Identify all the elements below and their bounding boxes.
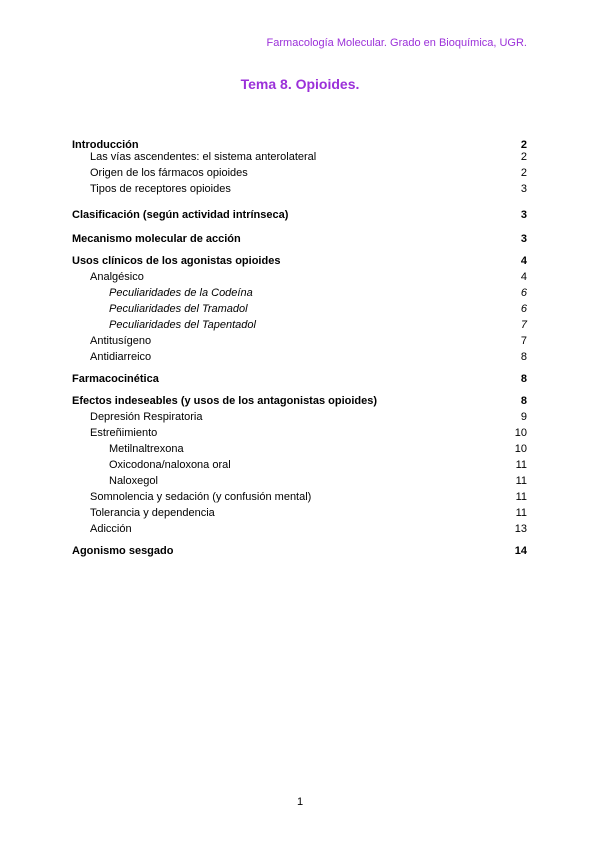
toc-entry[interactable]	[72, 254, 527, 269]
toc-entry[interactable]	[72, 150, 527, 165]
toc-entry-label: Somnolencia y sedación (y confusión mental)	[90, 491, 312, 503]
toc-entry-label: Estreñimiento	[90, 427, 158, 439]
document-title: Tema 8. Opioides.	[240, 76, 360, 92]
toc-entry-page: 11	[515, 459, 527, 471]
toc-entry-page: 10	[514, 427, 527, 439]
toc-entry-page: 6	[520, 287, 527, 299]
toc-entry-label: Peculiaridades del Tapentadol	[109, 319, 256, 331]
toc-entry-page: 3	[520, 183, 527, 195]
toc-entry-label: Naloxegol	[109, 475, 158, 487]
toc-entry[interactable]	[72, 506, 527, 521]
toc-entry-page: 3	[520, 209, 527, 221]
toc-entry-label: Tipos de receptores opioides	[90, 183, 231, 195]
toc-entry[interactable]	[72, 208, 527, 223]
toc-entry-label: Peculiaridades del Tramadol	[109, 303, 248, 315]
toc-entry-label: Agonismo sesgado	[72, 545, 174, 557]
toc-entry-page: 13	[514, 523, 527, 535]
toc-entry-label: Tolerancia y dependencia	[90, 507, 215, 519]
toc-entry[interactable]	[72, 474, 527, 489]
toc-entry[interactable]	[72, 350, 527, 365]
toc-entry-page: 2	[520, 167, 527, 179]
toc-entry-page: 4	[520, 255, 527, 267]
toc-entry[interactable]	[72, 372, 527, 387]
toc-entry-page: 11	[515, 475, 527, 487]
toc-entry-page: 7	[520, 335, 527, 347]
toc-entry[interactable]	[72, 394, 527, 409]
toc-entry[interactable]	[72, 334, 527, 349]
toc-entry[interactable]	[72, 458, 527, 473]
toc-entry-label: Peculiaridades de la Codeína	[109, 287, 253, 299]
toc-entry-page: 8	[520, 351, 527, 363]
toc-entry-page: 4	[520, 271, 527, 283]
toc-entry-label: Clasificación (según actividad intrínseca)	[72, 209, 289, 221]
toc-entry-label: Mecanismo molecular de acción	[72, 233, 241, 245]
toc-entry[interactable]	[72, 182, 527, 197]
toc-entry[interactable]	[72, 410, 527, 425]
toc-entry-page: 3	[520, 233, 527, 245]
toc-entry-page: 2	[520, 139, 527, 151]
toc-entry[interactable]	[72, 270, 527, 285]
toc-entry[interactable]	[72, 442, 527, 457]
toc-entry-label: Farmacocinética	[72, 373, 159, 385]
toc-entry-label: Origen de los fármacos opioides	[90, 167, 248, 179]
toc-entry[interactable]	[72, 426, 527, 441]
toc-entry[interactable]	[72, 490, 527, 505]
toc-entry-page: 10	[514, 443, 527, 455]
toc-entry-label: Adicción	[90, 523, 132, 535]
toc-entry-page: 2	[520, 151, 527, 163]
toc-entry-page: 8	[520, 395, 527, 407]
toc-entry-label: Depresión Respiratoria	[90, 411, 203, 423]
toc-entry[interactable]	[72, 232, 527, 247]
toc-entry-label: Metilnaltrexona	[109, 443, 184, 455]
toc-entry[interactable]	[72, 286, 527, 301]
toc-entry[interactable]	[72, 302, 527, 317]
toc-entry-label: Efectos indeseables (y usos de los antagonistas opioides)	[72, 395, 378, 407]
toc-entry-label: Oxicodona/naloxona oral	[109, 459, 231, 471]
toc-entry-label: Las vías ascendentes: el sistema anterolateral	[90, 151, 317, 163]
toc-entry[interactable]	[72, 166, 527, 181]
toc-entry-page: 7	[520, 319, 527, 331]
toc-entry-label: Introducción	[72, 139, 139, 151]
toc-entry-page: 14	[514, 545, 527, 557]
toc-entry[interactable]	[72, 544, 527, 559]
toc-entry[interactable]	[72, 522, 527, 537]
toc-entry-page: 6	[520, 303, 527, 315]
toc-entry[interactable]	[72, 318, 527, 333]
toc-entry-label: Usos clínicos de los agonistas opioides	[72, 255, 281, 267]
toc-entry-page: 9	[520, 411, 527, 423]
page-number: 1	[296, 796, 304, 808]
toc-entry-label: Analgésico	[90, 271, 144, 283]
toc-entry-page: 11	[515, 491, 527, 503]
toc-entry-label: Antitusígeno	[90, 335, 152, 347]
toc-entry-page: 8	[520, 373, 527, 385]
running-header: Farmacología Molecular. Grado en Bioquímica, UGR.	[266, 37, 527, 49]
toc-entry-label: Antidiarreico	[90, 351, 152, 363]
toc-entry-page: 11	[515, 507, 527, 519]
